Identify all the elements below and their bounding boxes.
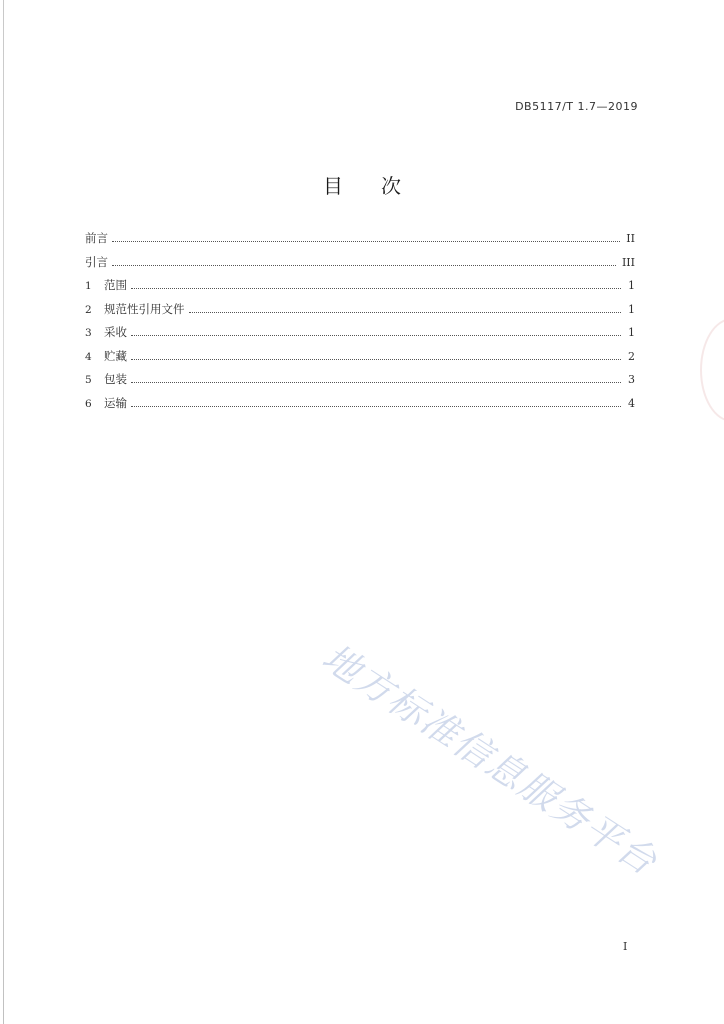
toc-entry-page: 1 bbox=[628, 279, 635, 292]
toc-leader-dots bbox=[131, 287, 621, 289]
toc-entry-page: 1 bbox=[628, 326, 635, 339]
toc-entry-number: 6 bbox=[85, 397, 92, 410]
toc-entry-label: 前言 bbox=[85, 231, 108, 245]
stamp-mark bbox=[700, 318, 724, 422]
toc-entry-transport[interactable] bbox=[85, 395, 635, 419]
toc-entry-label: 运输 bbox=[104, 395, 127, 410]
toc-entry-foreword[interactable] bbox=[85, 230, 635, 254]
toc-entry-page: 1 bbox=[628, 302, 635, 316]
toc-entry-number: 5 bbox=[85, 374, 92, 386]
page-edge bbox=[3, 0, 4, 1024]
toc-entry-normative-references[interactable] bbox=[85, 301, 635, 325]
toc-entry-number: 4 bbox=[85, 350, 92, 363]
toc-entry-number: 1 bbox=[85, 280, 92, 292]
watermark: 地方标准信息服务平台 bbox=[314, 635, 666, 885]
toc-leader-dots bbox=[189, 311, 622, 313]
toc-entry-page: III bbox=[621, 255, 635, 269]
toc-entry-label: 采收 bbox=[104, 325, 127, 339]
toc-entry-page: 3 bbox=[628, 373, 635, 386]
toc-leader-dots bbox=[112, 264, 616, 266]
toc-leader-dots bbox=[131, 381, 621, 383]
toc-entry-page: 2 bbox=[628, 349, 635, 363]
toc-entry-label: 包装 bbox=[104, 372, 127, 386]
table-of-contents bbox=[85, 230, 635, 418]
toc-entry-number: 3 bbox=[85, 327, 92, 339]
document-code: DB5117/T 1.7—2019 bbox=[515, 100, 638, 113]
toc-entry-page: 4 bbox=[628, 396, 635, 410]
toc-entry-label: 规范性引用文件 bbox=[104, 301, 185, 316]
toc-entry-page: II bbox=[626, 232, 635, 245]
toc-entry-storage[interactable] bbox=[85, 348, 635, 372]
toc-entry-introduction[interactable] bbox=[85, 254, 635, 278]
toc-entry-label: 引言 bbox=[85, 254, 108, 269]
toc-entry-harvesting[interactable] bbox=[85, 324, 635, 348]
toc-entry-label: 贮藏 bbox=[104, 348, 127, 363]
toc-leader-dots bbox=[112, 240, 620, 242]
toc-leader-dots bbox=[131, 334, 621, 336]
toc-leader-dots bbox=[131, 405, 621, 407]
toc-entry-packaging[interactable] bbox=[85, 371, 635, 395]
toc-entry-number: 2 bbox=[85, 303, 92, 316]
toc-title: 目次 bbox=[323, 174, 439, 198]
page-number: I bbox=[623, 940, 628, 953]
toc-entry-scope[interactable] bbox=[85, 277, 635, 301]
toc-entry-label: 范围 bbox=[104, 278, 127, 292]
toc-leader-dots bbox=[131, 358, 621, 360]
